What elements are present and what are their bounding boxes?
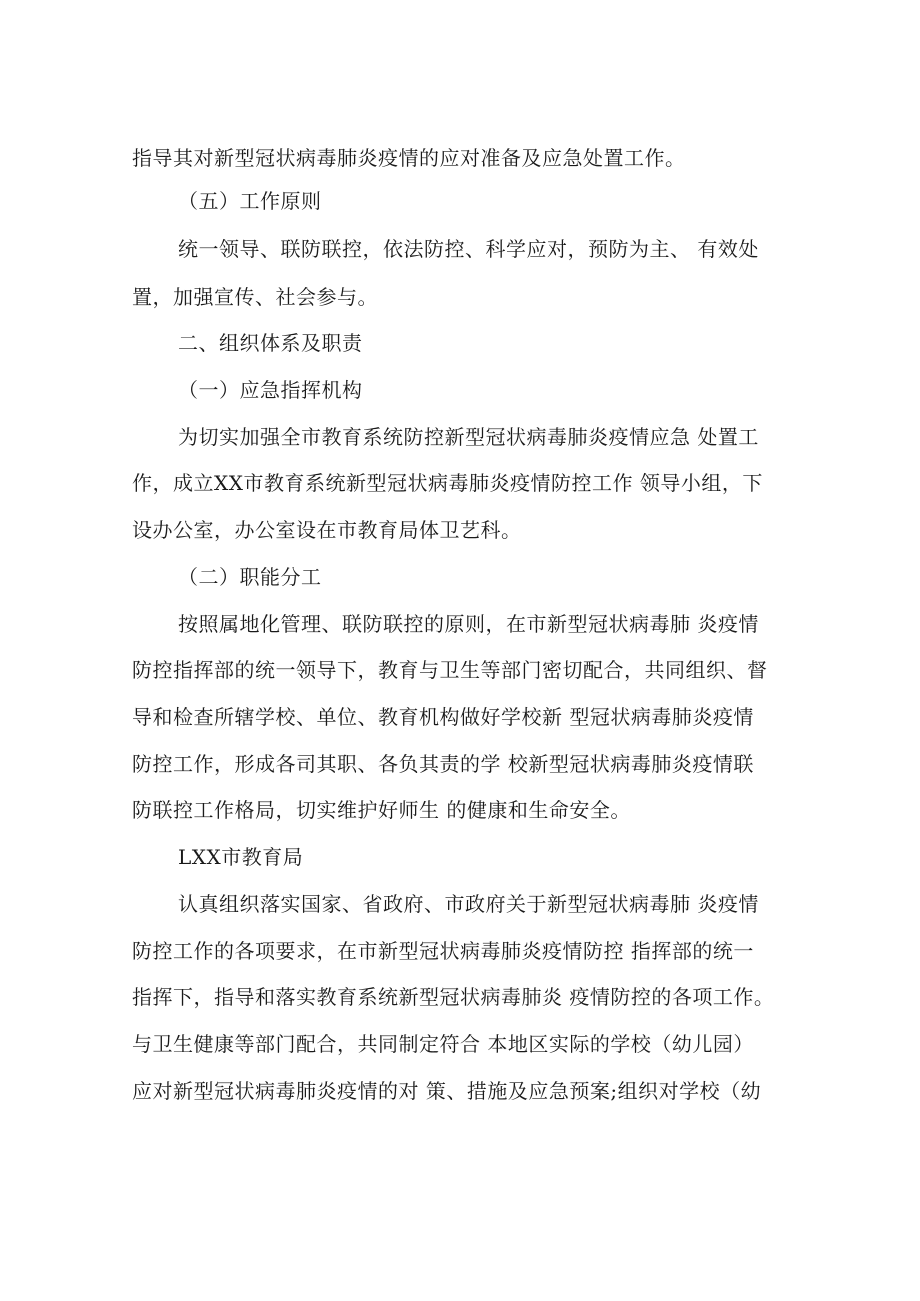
body-text-line: 导和检查所辖学校、单位、教育机构做好学校新 型冠状病毒肺炎疫情 [132,705,754,729]
body-text-line: 认真组织落实国家、省政府、市政府关于新型冠状病毒肺 炎疫情 [178,892,759,916]
section-heading: （二）职能分工 [178,565,322,589]
body-text-line: 置，加强宣传、社会参与。 [132,285,378,309]
body-text-line: 作，成立XX市教育系统新型冠状病毒肺炎疫情防控工作 领导小组，下 [132,471,763,495]
body-text-line: 与卫生健康等部门配合，共同制定符合 本地区实际的学校（幼儿园） [132,1032,754,1056]
body-text-line: 统一领导、联防联控，依法防控、科学应对，预防为主、 有效处 [178,237,759,261]
section-heading: （五）工作原则 [178,189,322,213]
body-text-line: 为切实加强全市教育系统防控新型冠状病毒肺炎疫情应急 处置工 [178,425,759,449]
body-text-line: 指导其对新型冠状病毒肺炎疫情的应对准备及应急处置工作。 [132,146,686,170]
body-text-line: 设办公室，办公室设在市教育局体卫艺科。 [132,518,522,542]
subsection-heading: LXX市教育局 [178,845,304,869]
body-text-line: 防控指挥部的统一领导下，教育与卫生等部门密切配合，共同组织、督 [132,658,768,682]
section-heading: （一）应急指挥机构 [178,378,363,402]
body-text-line: 防控工作，形成各司其职、各负其责的学 校新型冠状病毒肺炎疫情联 [132,752,754,776]
body-text-line: 应对新型冠状病毒肺炎疫情的对 策、措施及应急预案;组织对学校（幼 [132,1079,762,1103]
body-text-line: 防联控工作格局，切实维护好师生 的健康和生命安全。 [132,798,631,822]
body-text-line: 按照属地化管理、联防联控的原则，在市新型冠状病毒肺 炎疫情 [178,612,759,636]
body-text-line: 防控工作的各项要求，在市新型冠状病毒肺炎疫情防控 指挥部的统一 [132,939,754,963]
chapter-heading: 二、组织体系及职责 [178,331,363,355]
body-text-line: 指挥下，指导和落实教育系统新型冠状病毒肺炎 疫情防控的各项工作。 [132,985,775,1009]
